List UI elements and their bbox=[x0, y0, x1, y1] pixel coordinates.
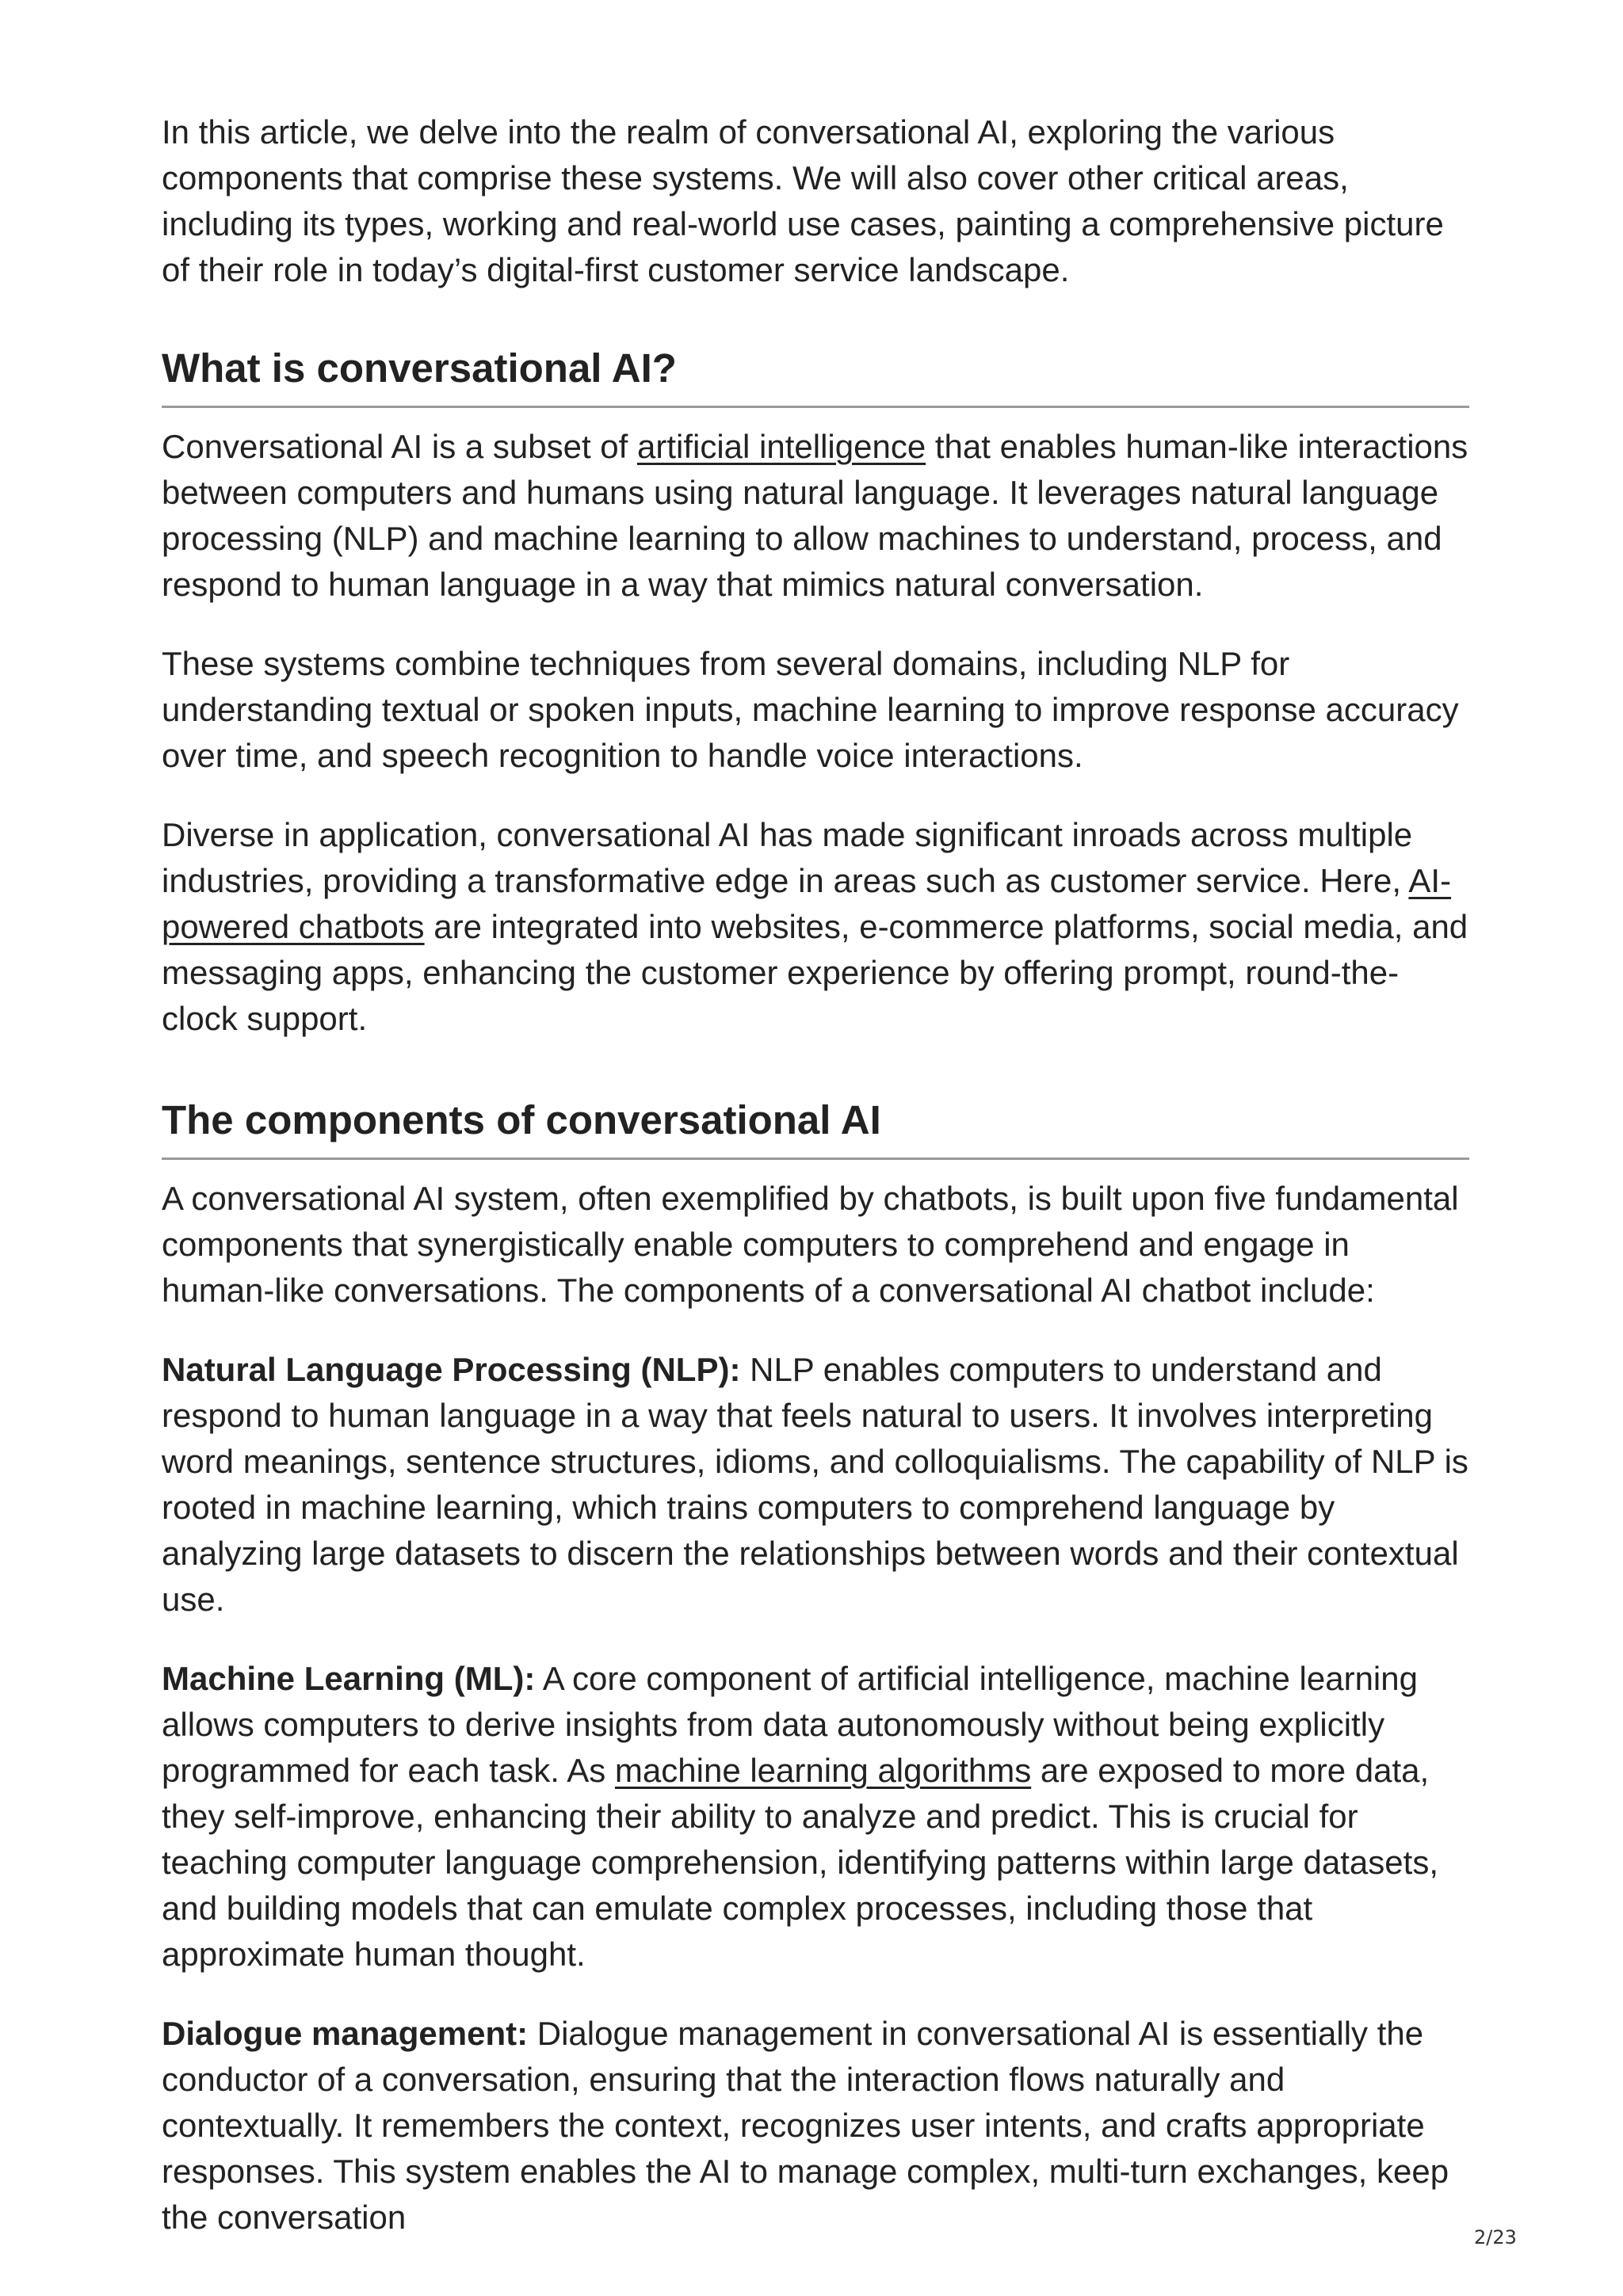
text-span: Diverse in application, conversational AI has made significant inroads across multiple industries, providing a transformative edge in areas such as customer service. Here, bbox=[162, 816, 1413, 899]
document-page bbox=[162, 109, 1469, 2241]
machine-learning-algorithms-link[interactable]: machine learning algorithms bbox=[614, 1752, 1032, 1789]
text-span: A core component of artificial intelligence, machine learning allows computers to derive insights from data autonomously without being explicitly programmed for each task. As bbox=[162, 1660, 1418, 1789]
text-span: Dialogue management in conversational AI is essentially the conductor of a conversation, ensuring that the interaction flows naturally and contextually. It remembers the context, recognizes user intents, and crafts appropriate responses. This system enables the AI to manage complex, multi-turn exchanges, keep the conversation bbox=[162, 2015, 1449, 2236]
ai-powered-chatbots-link[interactable]: AI-powered chatbots bbox=[162, 862, 1452, 945]
applications-paragraph bbox=[162, 812, 1469, 1042]
text-span: NLP enables computers to understand and respond to human language in a way that feels natural to users. It involves interpreting word meanings, sentence structures, idioms, and colloquialisms. The capability of NLP is rooted in machine learning, which trains computers to comprehend language by analyzing large datasets to discern the relationships between words and their contextual use. bbox=[162, 1351, 1468, 1618]
components-intro-paragraph: A conversational AI system, often exemplified by chatbots, is built upon five fundamental components that synergistically enable computers to comprehend and engage in human-like conversations. The components of a conversational AI chatbot include: bbox=[162, 1180, 1459, 1309]
definition-paragraph bbox=[162, 424, 1469, 608]
techniques-paragraph: These systems combine techniques from several domains, including NLP for understanding textual or spoken inputs, machine learning to improve response accuracy over time, and speech recognition to handle voice interactions. bbox=[162, 645, 1459, 774]
dialogue-management-term: Dialogue management: bbox=[162, 2015, 529, 2052]
text-span: Conversational AI is a subset of bbox=[162, 428, 637, 465]
page-number: 2/23 bbox=[1474, 2226, 1517, 2248]
ml-term: Machine Learning (ML): bbox=[162, 1660, 536, 1697]
section-body bbox=[162, 1176, 1469, 2241]
text-span: that enables human-like interactions between computers and humans using natural language. It leverages natural language processing (NLP) and machine learning to allow machines to understand, process, and respond to human language in a way that mimics natural conversation. bbox=[162, 428, 1468, 603]
ml-paragraph bbox=[162, 1656, 1469, 1978]
section-heading: The components of conversational AI bbox=[162, 1094, 1469, 1160]
section-body bbox=[162, 424, 1469, 1042]
artificial-intelligence-link[interactable]: artificial intelligence bbox=[637, 428, 926, 465]
section-what-is-conversational-ai bbox=[162, 342, 1469, 1042]
dialogue-management-paragraph bbox=[162, 2011, 1469, 2241]
nlp-paragraph bbox=[162, 1347, 1469, 1623]
nlp-term: Natural Language Processing (NLP): bbox=[162, 1351, 741, 1388]
section-components bbox=[162, 1094, 1469, 2241]
section-heading: What is conversational AI? bbox=[162, 342, 1469, 408]
text-span: are exposed to more data, they self-improve, enhancing their ability to analyze and predict. This is crucial for teaching computer language comprehension, identifying patterns within large datasets, and building models that can emulate complex processes, including those that approximate human thought. bbox=[162, 1752, 1438, 1973]
text-span: are integrated into websites, e-commerce platforms, social media, and messaging apps, enhancing the customer experience by offering prompt, round-the-clock support. bbox=[162, 908, 1468, 1037]
intro-paragraph: In this article, we delve into the realm of conversational AI, exploring the various components that comprise these systems. We will also cover other critical areas, including its types, working and real-world use cases, painting a comprehensive picture of their role in today’s digital-first customer service landscape. bbox=[162, 113, 1444, 288]
